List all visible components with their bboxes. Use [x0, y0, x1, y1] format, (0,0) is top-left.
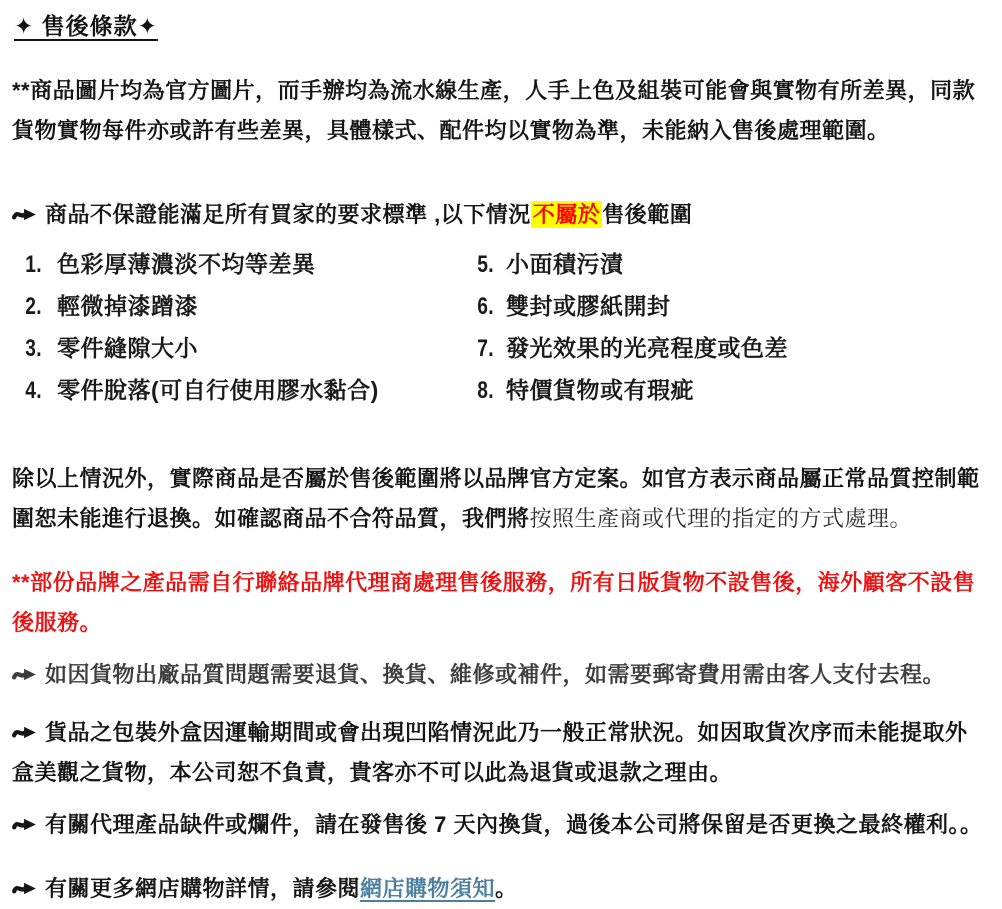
- list-item-text: 色彩厚薄濃淡不均等差異: [57, 251, 316, 277]
- list-item: [12, 291, 464, 322]
- notice-suffix: 售後範圍: [602, 202, 693, 227]
- packaging-dent-paragraph: [12, 713, 988, 793]
- list-item-text: 發光效果的光亮程度或色差: [506, 335, 788, 361]
- list-item-number: 5.: [477, 251, 494, 278]
- list-item-text: 輕微掉漆蹭漆: [57, 293, 198, 319]
- not-covered-highlight: 不屬於: [532, 202, 601, 227]
- intro-paragraph: **商品圖片均為官方圖片，而手辦均為流水線生產，人手上色及組裝可能會與實物有所差異，同款貨物實物每件亦或許有些差異，具體樣式、配件均以實物為準，未能納入售後處理範圍。: [12, 78, 976, 143]
- arrow-icon: [12, 666, 38, 683]
- arrow-icon: [12, 206, 38, 223]
- list-item: [464, 333, 988, 364]
- replacement-period-paragraph: [12, 805, 988, 845]
- store-shopping-guide-link[interactable]: 網店購物須知: [360, 876, 496, 901]
- list-item-text: 零件脫落(可自行使用膠水黏合): [57, 377, 379, 403]
- arrow-icon: [12, 816, 38, 833]
- policy-bold-text: 除以上情況外，實際商品是否屬於售後範圍將以品牌官方定案。如官方表示商品屬正常品質控制範圍恕未能進行退換。如確認商品不合符品質，我們將: [12, 466, 980, 531]
- exclusion-list-left-column: [12, 249, 464, 417]
- policy-regular-text: 按照生產商或代理的指定的方式處理。: [529, 506, 913, 531]
- more-info-suffix: 。: [495, 876, 518, 901]
- more-info-paragraph: [12, 869, 988, 909]
- list-item-number: 7.: [477, 335, 494, 362]
- list-item-number: 3.: [25, 335, 42, 362]
- page-title: ✦ 售後條款✦: [14, 13, 158, 39]
- list-item-text: 零件縫隙大小: [57, 335, 198, 361]
- shipping-text: 如因貨物出廠品質問題需要退貨、換貨、維修或補件，如需要郵寄費用需由客人支付去程。: [45, 662, 946, 687]
- list-item-number: 8.: [477, 377, 494, 404]
- list-item-number: 1.: [25, 251, 42, 278]
- list-item: [12, 375, 464, 406]
- list-item-text: 小面積污漬: [506, 251, 624, 277]
- brand-warning-paragraph: **部份品牌之產品需自行聯絡品牌代理商處理售後服務，所有日版貨物不設售後，海外顧客不設售後服務。: [12, 570, 976, 635]
- exclusion-notice-paragraph: [12, 195, 988, 235]
- packaging-text: 貨品之包裝外盒因運輸期間或會出現凹陷情況此乃一般正常狀況。如因取貨次序而未能提取外盒美觀之貨物，本公司恕不負責，貴客亦不可以此為退貨或退款之理由。: [12, 720, 968, 785]
- exclusion-list-right-column: [464, 249, 988, 417]
- shipping-cost-paragraph: [12, 655, 988, 695]
- official-decision-paragraph: [12, 459, 988, 539]
- list-item-text: 特價貨物或有瑕疵: [506, 377, 694, 403]
- exclusion-list: [12, 249, 988, 417]
- notice-prefix: 商品不保證能滿足所有買家的要求標準 ,以下情況: [45, 202, 531, 227]
- arrow-icon: [12, 880, 38, 897]
- list-item-number: 4.: [25, 377, 42, 404]
- replacement-text: 有關代理產品缺件或爛件，請在發售後 7 天內換貨，過後本公司將保留是否更換之最終權利。。: [45, 812, 983, 837]
- list-item-text: 雙封或膠紙開封: [506, 293, 671, 319]
- list-item: [12, 249, 464, 280]
- list-item: [464, 249, 988, 280]
- arrow-icon: [12, 724, 38, 741]
- list-item: [464, 375, 988, 406]
- list-item-number: 6.: [477, 293, 494, 320]
- list-item-number: 2.: [25, 293, 42, 320]
- list-item: [464, 291, 988, 322]
- list-item: [12, 333, 464, 364]
- more-info-prefix: 有關更多網店購物詳情，請參閱: [45, 876, 361, 901]
